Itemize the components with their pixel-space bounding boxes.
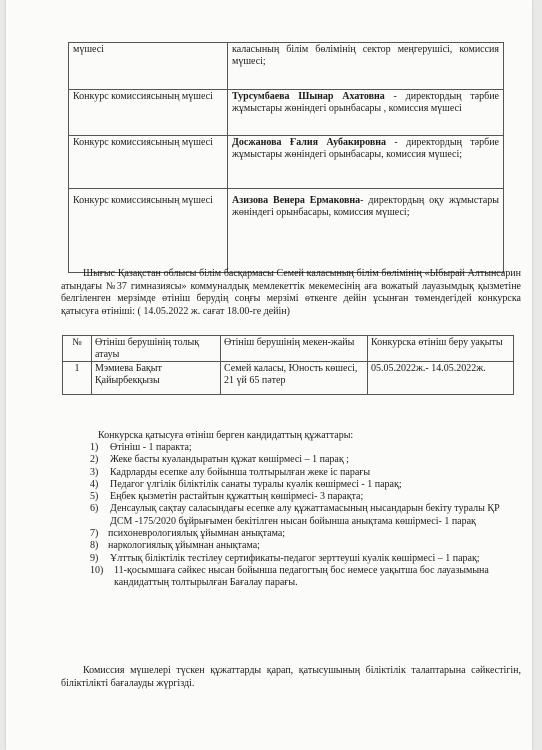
- list-item: [90, 528, 500, 540]
- item-number: 7): [90, 528, 99, 540]
- committee-member: [228, 136, 504, 189]
- item-number: 4): [90, 478, 99, 490]
- item-number: 6): [90, 503, 99, 515]
- cell-address: Семей каласы, Юность көшесі, 21 үй 65 пәтер: [221, 362, 368, 395]
- list-item: [90, 503, 500, 528]
- list-item: [90, 454, 500, 466]
- committee-role: Конкурс комиссиясының мүшесі: [69, 136, 228, 189]
- member-position: - директордың оқу жұмыстары жөніндегі орынбасары, комиссия мүшесі;: [232, 195, 499, 218]
- item-text: Еңбек қызметін растайтын құжаттың көшірмесі- 3 парақта;: [110, 491, 364, 503]
- list-item: [90, 565, 500, 590]
- item-number: 9): [90, 552, 99, 564]
- documents-list: [90, 442, 500, 590]
- item-number: 8): [90, 540, 99, 552]
- cell-name: Мэмиева Бақыт Қайырбекқызы: [92, 362, 221, 395]
- item-number: 10): [90, 564, 104, 576]
- applicants-header-row: [63, 336, 514, 362]
- documents-title: Конкурска қатысуға өтініш берген кандидаттың құжаттары:: [98, 430, 354, 441]
- committee-role: Конкурс комиссиясының мүшесі: [69, 90, 228, 136]
- item-text: 11-қосымшаға сәйкес нысан бойынша педагогтың бос немесе уақытша бос лауазымына кандидаттың толтырылған Бағалау парағы.: [114, 564, 489, 589]
- closing-paragraph: Комиссия мүшелері түскен құжаттарды қарап, қатысушының біліктілік талаптарына сәйкестігін, біліктілікті бағалауды жүргізді.: [61, 665, 521, 689]
- item-text: Денсаулық сақтау саласындағы есепке алу құжаттамасының нысандарын бекіту туралы ҚР ДСМ -175/2020 бұйрығымен бекітілген нысан бойынша анықтама көшірмесі- 1 парақ: [110, 503, 500, 527]
- member-name: Досжанова Ғалия Аубакировна: [232, 137, 387, 148]
- committee-row: [69, 90, 504, 136]
- committee-role: мүшесі: [69, 43, 228, 90]
- item-number: 5): [90, 491, 99, 503]
- announcement-paragraph: Шығыс Қазақстан облысы білім басқармасы Семей каласының білім бөлімінің «Ыбырай Алтынсарин атындағы №37 гимназиясы» коммуналдық мемлекеттік мекемесінің аға вожатый лауазымдық қызметіне белгіленген мерзімде өтініш берудің соңғы мерзімі өткенге дейін ұсынған төмендегідей конкурска қатысуға өтініші: ( 14.05.2022 ж. сағат 18.00-ге дейін): [61, 268, 521, 317]
- applicants-table: [62, 335, 514, 395]
- item-text: психоневрологиялық ұйымнан анықтама;: [108, 528, 286, 540]
- list-item: [90, 491, 500, 503]
- member-position: - директордың тәрбие жұмыстары жөніндегі орынбасары, комиссия мүшесі;: [232, 137, 499, 160]
- header-date: Конкурска өтініш беру уақыты: [368, 336, 514, 362]
- cell-date: 05.05.2022ж.- 14.05.2022ж.: [368, 362, 514, 395]
- committee-role: Конкурс комиссиясының мүшесі: [69, 189, 228, 273]
- committee-row: [69, 189, 504, 273]
- committee-row: [69, 43, 504, 90]
- document-page: [6, 0, 532, 750]
- item-text: Педагог үлгілік біліктілік санаты туралы куәлік көшірмесі - 1 парақ;: [110, 478, 402, 490]
- committee-table: [68, 42, 504, 273]
- table-row: [63, 362, 514, 395]
- member-position: - директордың тәрбие жұмыстары жөніндегі орынбасары , комиссия мүшесі: [232, 91, 499, 114]
- item-text: Ұлттық біліктілік тестілеу сертификаты-педагог зерттеуші куәлік көшірмесі – 1 парақ;: [110, 552, 480, 564]
- committee-position: каласының білім бөлімінің сектор меңгерушісі, комиссия мүшесі;: [228, 43, 504, 90]
- item-text: Кадрларды есепке алу бойынша толтырылған жеке іс парағы: [110, 466, 371, 478]
- item-text: Өтініш - 1 паракта;: [110, 442, 192, 453]
- header-number: №: [63, 336, 92, 362]
- item-text: Жеке басты куәландыратын құжат көшірмесі – 1 парақ ;: [110, 454, 349, 466]
- committee-member: [228, 189, 504, 273]
- member-name: Турсумбаева Шынар Ахатовна: [232, 91, 385, 102]
- committee-member: [228, 90, 504, 136]
- list-item: [90, 553, 500, 565]
- header-name: Өтініш берушінің толық атауы: [92, 336, 221, 362]
- item-number: 2): [90, 454, 99, 466]
- committee-row: [69, 136, 504, 189]
- list-item: [90, 442, 500, 454]
- list-item: [90, 540, 500, 552]
- member-name: Азизова Венера Ермаковна: [232, 195, 361, 206]
- list-item: [90, 467, 500, 479]
- item-number: 1): [90, 442, 99, 453]
- header-address: Өтініш берушінің мекен-жайы: [221, 336, 368, 362]
- item-number: 3): [90, 466, 99, 478]
- list-item: [90, 479, 500, 491]
- cell-number: 1: [63, 362, 92, 395]
- item-text: наркологиялық ұйымнан анықтама;: [108, 540, 260, 552]
